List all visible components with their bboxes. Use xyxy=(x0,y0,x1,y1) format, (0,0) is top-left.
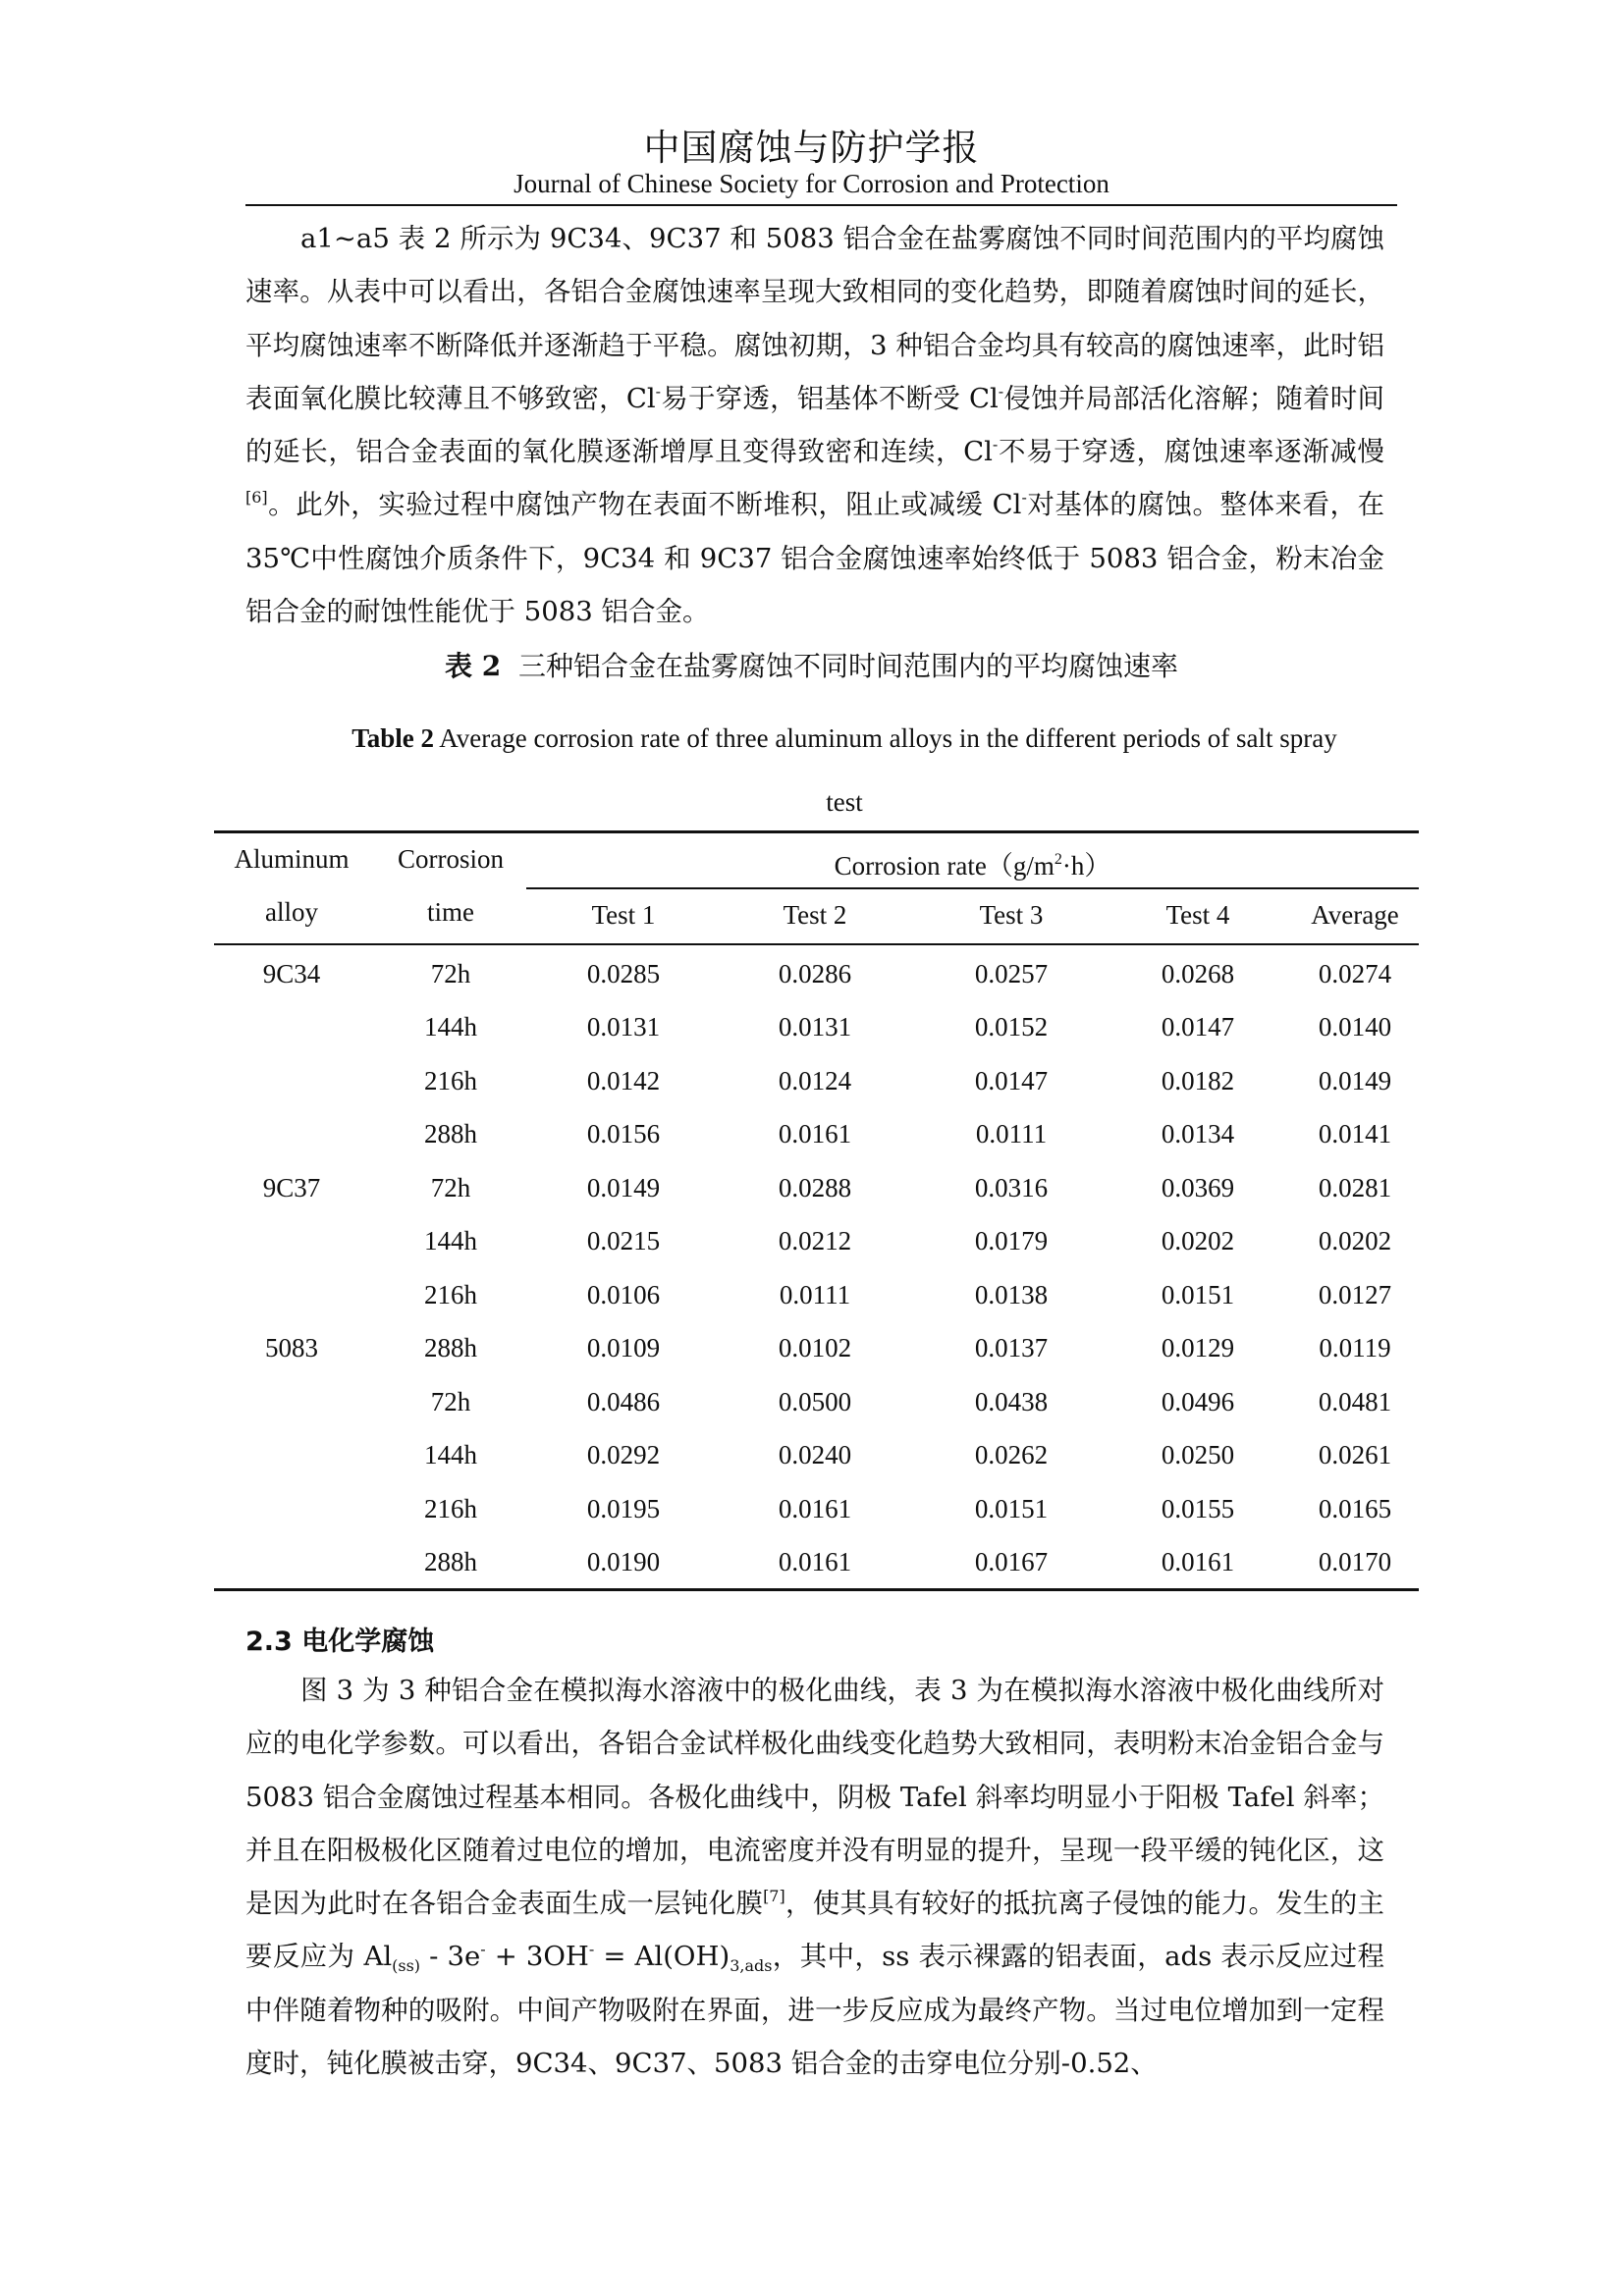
col-header-test4: Test 4 xyxy=(1165,900,1230,930)
cell-test4: 0.0147 xyxy=(1161,1012,1235,1041)
cell-test3: 0.0152 xyxy=(974,1012,1049,1041)
table-caption-en-text: Average corrosion rate of three aluminum alloys in the different periods of salt spray test xyxy=(439,723,1337,817)
cell-test3: 0.0147 xyxy=(974,1066,1049,1095)
cell-average: 0.0141 xyxy=(1318,1119,1392,1148)
cell-test1: 0.0215 xyxy=(586,1226,661,1255)
cell-test4: 0.0182 xyxy=(1161,1066,1235,1095)
journal-title-en: Journal of Chinese Society for Corrosion and Protection xyxy=(514,169,1109,198)
journal-title-cn: 中国腐蚀与防护学报 xyxy=(643,127,980,169)
cell-test2: 0.0500 xyxy=(778,1387,852,1416)
cell-time: 144h xyxy=(424,1226,477,1255)
cell-average: 0.0165 xyxy=(1318,1494,1392,1523)
cell-alloy: 9C37 xyxy=(262,1173,321,1202)
table-bottom-rule xyxy=(214,1588,1419,1591)
cell-test1: 0.0156 xyxy=(586,1119,661,1148)
cell-test4: 0.0202 xyxy=(1161,1226,1235,1255)
col-header-time-line2: time xyxy=(427,897,474,927)
table-header-rule xyxy=(214,943,1419,945)
para2-sup: - xyxy=(588,1940,595,1959)
para1-text: 。此外，实验过程中腐蚀产物在表面不断堆积，阻止或减缓 Cl xyxy=(267,489,1022,521)
para1-text: 侵蚀并局部活化溶解；随着时间的延长，铝合金表面的氧化膜逐渐增厚且变得致密和连续，Cl xyxy=(245,382,1385,468)
cell-time: 216h xyxy=(424,1494,477,1523)
table-caption-en xyxy=(334,707,1355,834)
para2-text: - 3e xyxy=(420,1941,481,1973)
cell-average: 0.0119 xyxy=(1319,1333,1391,1362)
col-header-test1: Test 1 xyxy=(591,900,656,930)
para2-text: = Al(OH) xyxy=(594,1941,730,1973)
table-caption-en-label: Table 2 xyxy=(352,723,435,753)
cell-test2: 0.0124 xyxy=(778,1066,852,1095)
cell-test3: 0.0111 xyxy=(975,1119,1048,1148)
paragraph-electrochemical-corrosion xyxy=(245,1664,1384,2090)
col-header-average: Average xyxy=(1311,900,1399,930)
cell-time: 72h xyxy=(430,1173,471,1202)
para1-sup: - xyxy=(655,381,662,400)
table-top-rule xyxy=(214,830,1419,833)
para2-sup: - xyxy=(480,1940,486,1959)
col-header-corrosion-rate xyxy=(526,844,1419,882)
cell-test3: 0.0138 xyxy=(974,1280,1049,1309)
para1-sup: - xyxy=(1021,488,1027,507)
cell-test1: 0.0195 xyxy=(586,1494,661,1523)
cell-test2: 0.0161 xyxy=(778,1494,852,1523)
cell-test3: 0.0179 xyxy=(974,1226,1049,1255)
cell-time: 288h xyxy=(424,1119,477,1148)
cell-test4: 0.0250 xyxy=(1161,1440,1235,1469)
para1-text: 不易于穿透，腐蚀速率逐渐减慢 xyxy=(998,436,1384,468)
cell-test3: 0.0137 xyxy=(974,1333,1049,1362)
cell-average: 0.0170 xyxy=(1318,1547,1392,1576)
cell-test4: 0.0268 xyxy=(1161,959,1235,988)
cell-average: 0.0202 xyxy=(1318,1226,1392,1255)
cell-test2: 0.0161 xyxy=(778,1547,852,1576)
cell-test1: 0.0109 xyxy=(586,1333,661,1362)
cell-time: 216h xyxy=(424,1066,477,1095)
section-heading: 2.3 电化学腐蚀 xyxy=(245,1627,435,1657)
cell-test2: 0.0286 xyxy=(778,959,852,988)
cell-time: 144h xyxy=(424,1012,477,1041)
cell-average: 0.0149 xyxy=(1318,1066,1392,1095)
cell-test2: 0.0111 xyxy=(779,1280,851,1309)
cell-average: 0.0261 xyxy=(1318,1440,1392,1469)
col-header-test3: Test 3 xyxy=(979,900,1044,930)
col-header-alloy-line2: alloy xyxy=(265,897,318,927)
cell-average: 0.0127 xyxy=(1318,1280,1392,1309)
header-divider xyxy=(245,204,1397,206)
cell-test1: 0.0486 xyxy=(586,1387,661,1416)
cell-test1: 0.0142 xyxy=(586,1066,661,1095)
cell-test1: 0.0292 xyxy=(586,1440,661,1469)
cell-test2: 0.0102 xyxy=(778,1333,852,1362)
cell-time: 72h xyxy=(430,959,471,988)
cell-time: 144h xyxy=(424,1440,477,1469)
cell-test2: 0.0161 xyxy=(778,1119,852,1148)
cell-average: 0.0140 xyxy=(1318,1012,1392,1041)
cell-test1: 0.0190 xyxy=(586,1547,661,1576)
cell-test4: 0.0129 xyxy=(1161,1333,1235,1362)
cell-average: 0.0481 xyxy=(1318,1387,1392,1416)
cell-test4: 0.0155 xyxy=(1161,1494,1235,1523)
table-caption-cn-label: 表 2 xyxy=(444,650,502,682)
cell-average: 0.0281 xyxy=(1318,1173,1392,1202)
para2-text: 图 3 为 3 种铝合金在模拟海水溶液中的极化曲线，表 3 为在模拟海水溶液中极化曲线所对应的电化学参数。可以看出，各铝合金试样极化曲线变化趋势大致相同，表明粉末冶金铝合金与 5083 铝合金腐蚀过程基本相同。各极化曲线中，阴极 Tafel 斜率均明显小于阳极 Tafel 斜率；并且在阳极极化区随着过电位的增加，电流密度并没有明显的提升，呈现一段平缓的钝化区，这是因为此时在各铝合金表面生成一层钝化膜 xyxy=(245,1675,1384,1920)
cell-test3: 0.0257 xyxy=(974,959,1049,988)
para2-sub: 3,ads xyxy=(730,1956,773,1976)
col-header-test2: Test 2 xyxy=(783,900,847,930)
cell-test4: 0.0134 xyxy=(1161,1119,1235,1148)
para1-text: a1~a5 表 2 所示为 9C34、9C37 和 5083 铝合金在盐雾腐蚀不同时间范围内的平均腐蚀速率。从表中可以看出，各铝合金腐蚀速率呈现大致相同的变化趋势，即随着腐蚀时间的延长，平均腐蚀速率不断降低并逐渐趋于平稳。腐蚀初期，3 种铝合金均具有较高的腐蚀速率，此时铝表面氧化膜比较薄且不够致密，Cl xyxy=(245,223,1384,414)
table-caption-cn xyxy=(0,645,1623,684)
cell-test2: 0.0131 xyxy=(778,1012,852,1041)
cell-time: 72h xyxy=(430,1387,471,1416)
col-header-alloy-line1: Aluminum xyxy=(234,844,350,874)
cell-test4: 0.0151 xyxy=(1161,1280,1235,1309)
para1-text: 易于穿透，铝基体不断受 Cl xyxy=(661,382,999,414)
table-group-rule xyxy=(526,887,1419,889)
para1-sup: - xyxy=(992,435,999,454)
cell-test3: 0.0151 xyxy=(974,1494,1049,1523)
corrosion-rate-label: Corrosion rate（g/m xyxy=(834,851,1055,881)
cell-test4: 0.0161 xyxy=(1161,1547,1235,1576)
cell-average: 0.0274 xyxy=(1318,959,1392,988)
para2-text: ，使其具有较好的抵抗离子侵蚀的能力。发生的主要反应为 Al xyxy=(245,1888,1385,1973)
paragraph-corrosion-rate-discussion xyxy=(245,212,1384,638)
corrosion-rate-unit-suffix: ·h） xyxy=(1061,851,1111,881)
col-header-time-line1: Corrosion xyxy=(398,844,504,874)
para2-text: + 3OH xyxy=(485,1941,589,1973)
cell-test1: 0.0149 xyxy=(586,1173,661,1202)
para1-text: 对基体的腐蚀。整体来看，在 35℃中性腐蚀介质条件下，9C34 和 9C37 铝合金腐蚀速率始终低于 5083 铝合金，粉末冶金铝合金的耐蚀性能优于 5083 铝合金。 xyxy=(245,489,1384,628)
cell-test4: 0.0369 xyxy=(1161,1173,1235,1202)
cell-alloy: 5083 xyxy=(265,1333,318,1362)
citation-ref: [7] xyxy=(763,1887,785,1906)
cell-test1: 0.0285 xyxy=(586,959,661,988)
cell-test3: 0.0438 xyxy=(974,1387,1049,1416)
cell-test2: 0.0288 xyxy=(778,1173,852,1202)
table-caption-cn-text: 三种铝合金在盐雾腐蚀不同时间范围内的平均腐蚀速率 xyxy=(518,650,1179,682)
cell-test3: 0.0167 xyxy=(974,1547,1049,1576)
citation-ref: [6] xyxy=(245,488,268,507)
para2-sub: (ss) xyxy=(392,1956,421,1976)
cell-test1: 0.0131 xyxy=(586,1012,661,1041)
cell-test3: 0.0316 xyxy=(974,1173,1049,1202)
para1-sup: - xyxy=(998,381,1004,400)
cell-test1: 0.0106 xyxy=(586,1280,661,1309)
cell-test4: 0.0496 xyxy=(1161,1387,1235,1416)
cell-time: 216h xyxy=(424,1280,477,1309)
cell-test2: 0.0212 xyxy=(778,1226,852,1255)
cell-test3: 0.0262 xyxy=(974,1440,1049,1469)
cell-alloy: 9C34 xyxy=(262,959,321,988)
cell-time: 288h xyxy=(424,1333,477,1362)
cell-time: 288h xyxy=(424,1547,477,1576)
cell-test2: 0.0240 xyxy=(778,1440,852,1469)
corrosion-rate-unit-sup: 2 xyxy=(1054,851,1062,868)
para2-text: ，其中，ss 表示裸露的铝表面，ads 表示反应过程中伴随着物种的吸附。中间产物吸附在界面，进一步反应成为最终产物。当过电位增加到一定程度时，钝化膜被击穿，9C34、9C37、5083 铝合金的击穿电位分别-0.52、 xyxy=(245,1941,1384,2080)
